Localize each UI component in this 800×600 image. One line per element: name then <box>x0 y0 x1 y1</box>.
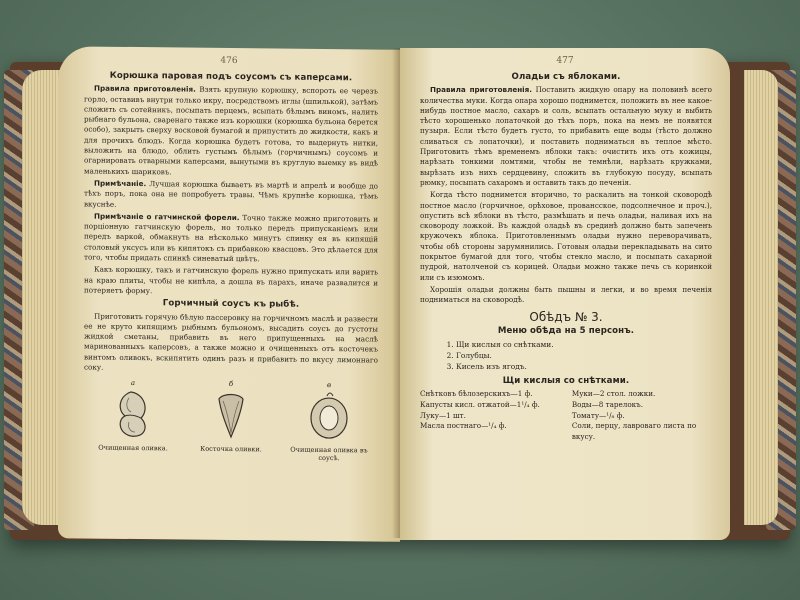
ingredient-item: Капусты кисл. отжатой—1¹/₄ ф. <box>420 400 540 410</box>
recipe-heading-koryushka: Корюшка паровая подъ соусомъ съ каперсами. <box>109 70 353 84</box>
page-edges-left <box>22 70 62 525</box>
figure-caption: Косточка оливки. <box>200 445 262 454</box>
left-page-content <box>84 68 378 462</box>
menu-title: Меню обѣда на 5 персонъ. <box>497 325 635 336</box>
ingredients-left-column <box>420 389 560 442</box>
ingredient-item: Воды—8 тарелокъ. <box>571 400 644 410</box>
page-number-right: 477 <box>556 56 574 66</box>
ingredient-item: Соли, перцу, лавроваго листа по вкусу. <box>571 421 697 441</box>
recipe-heading-shchi: Щи кислыя со снѣтками. <box>502 376 630 387</box>
dinner-title: Обѣдъ № 3. <box>529 309 603 324</box>
mustard-sauce-paragraph: Приготовить горячую бѣлую пассеровку на горчичномъ маслѣ и развести ее не круто кипящимъ рыбнымъ бульономъ, высадить соусъ до густоты жидкой сметаны, прибавить въ него припущенныхъ на маслѣ маринованныхъ каперсовъ, а также можно и очищенныхъ отъ косточекъ винтомъ оливокъ, вскипятить одинъ разъ и прибавить по вкусу лимоннаго соку. <box>84 311 378 372</box>
figure-olive-pit <box>187 380 275 462</box>
note-label: Примѣчаніе. <box>94 178 147 189</box>
right-page <box>400 48 730 540</box>
menu-item: 3. Кисель изъ ягодъ. <box>456 361 712 372</box>
ingredient-item: Луку—1 шт. <box>420 410 466 420</box>
right-page-content <box>420 70 712 442</box>
oladi-paragraph-3: Хорошія оладьи должны быть пышны и легки, и во время печенія подниматься на сковородѣ. <box>420 284 712 305</box>
page-edges-right <box>744 70 778 525</box>
recipe-paragraph <box>84 84 378 180</box>
oladi-paragraph-2: Когда тѣсто поднимется вторично, то раскалить на тонкой сковородѣ постное масло (горчичное, орѣховое, провансское, подсолнечное и проч.), опустить всѣ яблоки въ тѣсто, размѣшать и печь оладьи, наливая ихъ на сковороду ложкой. Въ каждой оладьѣ въ срединѣ должно быть запеченъ кружочекъ яблока. Приготовленнымъ оладьи нужно переворачивать, чтобы обѣ стороны зарумянились. Готовыя оладьи перекладывать на сито покрытое бумагой для того, чтобы стекло масло, и посыпать сахарной пудрой, натолченой съ корицей. Оладьи можно также печь съ коринкой или съ изюмомъ. <box>420 190 712 282</box>
note-trout-text: Точно также можно приготовить и порціонную гатчинскую форель, но только передъ припусканіемъ или передъ варкой, обмакнуть на нѣсколько минутъ спинку ея въ кипящій столовый уксусъ или въ кипятокъ съ прибавкою квасцовъ. Это дѣлается для того, чтобы придать спинкѣ синеватый цвѣтъ. <box>84 212 378 264</box>
note-paragraph <box>84 178 378 212</box>
figure-caption: Очищенная оливка въ соусѣ. <box>290 445 368 463</box>
figure-mark: б <box>228 380 234 389</box>
cooking-tip-paragraph: Какъ корюшку, такъ и гатчинскую форель нужно припускать или варить на краю плиты, чтобы не кипѣла, а дошла въ парахъ, иначе развалится и потеряетъ форму. <box>84 264 378 296</box>
note-trout-paragraph <box>84 211 378 266</box>
menu-item: 1. Щи кислыя со снѣтками. <box>456 339 712 350</box>
ingredient-item: Масла постнаго—¹/₄ ф. <box>420 421 507 431</box>
olive-in-sauce-illustration <box>307 390 351 442</box>
prep-label: Правила приготовленія. <box>94 83 196 94</box>
ingredient-item: Муки—2 стол. ложки. <box>571 389 656 399</box>
note-trout-label: Примѣчаніе о гатчинской форели. <box>94 211 240 222</box>
left-page <box>58 46 400 542</box>
page-number-left: 476 <box>220 55 238 67</box>
figure-peeled-olive <box>89 379 177 461</box>
recipe-heading-mustard-sauce: Горчичный соусъ къ рыбѣ. <box>162 298 300 310</box>
menu-list <box>456 339 712 372</box>
prep-text: Взять крупную корюшку, вспороть ее черезъ горло, оставивъ внутри только икру, посредствомъ иглы (шпилькой), затѣмъ сложить съ сотейникъ, посыпать перцемъ, всыпать бѣлымъ виномъ, налить рыбнаго бульона, сваренаго также изъ корюшки (корюшка бульона берется особо), закрыть сверху восковой бумагой и припустить до жидкости, какъ и для прочихъ блюдъ. Когда корюшка будетъ готова, то выдернуть нитки, выложить на блюдо, облить густымъ бѣлымъ (горчичнымъ) соусомъ и огарнировать отварными каперсами, вынутыми въ круглую выемку въ видѣ маленькихъ шариковъ. <box>84 84 378 177</box>
figure-mark: a <box>130 379 136 388</box>
figure-olive-in-sauce <box>285 381 373 463</box>
ingredients <box>420 389 712 442</box>
note-text: Лучшая корюшка бываетъ въ мартѣ и апрелѣ и вообще до тѣхъ поръ, пока она не попробуетъ травы. Чѣмъ крупнѣе корюшка, тѣмъ вкуснѣе. <box>84 179 378 209</box>
figure-mark: в <box>326 381 332 390</box>
peeled-olive-illustration <box>111 388 155 440</box>
olive-pit-illustration <box>213 389 249 441</box>
prep-label: Правила приготовленія. <box>430 85 532 95</box>
menu-item: 2. Голубцы. <box>456 350 712 361</box>
recipe-heading-oladi: Оладьи съ яблоками. <box>511 72 621 82</box>
ingredients-right-column <box>572 389 712 442</box>
ingredient-item: Томату—¹/₈ ф. <box>571 410 625 420</box>
prep-text: Поставить жидкую опару на половинѣ всего количества муки. Когда опара хорошо поднимется, положить въ нее какое-нибудь постное масло, сахаръ и соль, всыпать остальную муку и выбить тѣсто хорошенько лопаточкой до тѣхъ поръ, пока на немъ не появятся пузыря. Если тѣсто будетъ густо, то прибавить еще воды (тѣсто должно сливаться съ лопаточки), и поставить подниматься въ теплое мѣсто. Приготовить тѣмъ временемъ яблоки такъ: очистить ихъ отъ кожицы, нарѣзать тонкими ломтями, чтобы не темнѣли, нарѣзать кружками, вырѣзать изъ нихъ сердцевину, сложить въ глубокую посуду, всыпать рюмку, посыпать сахаромъ и оставить такъ до печенія. <box>420 85 712 187</box>
figure-caption: Очищенная оливка. <box>98 443 168 453</box>
olive-figures <box>84 379 378 463</box>
ingredient-item: Снѣтковъ бѣлозерскихъ—1 ф. <box>420 389 533 399</box>
oladi-paragraph-1 <box>420 85 712 188</box>
